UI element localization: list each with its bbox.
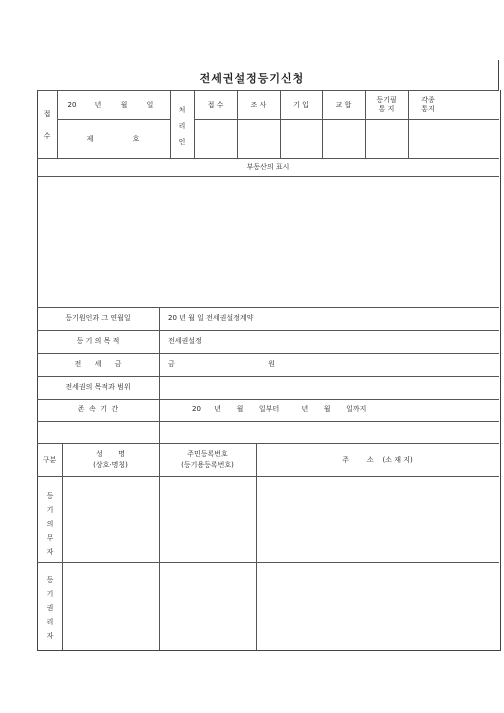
row-label-char: 자 xyxy=(46,632,54,640)
party-col-id: 주민등록번호 xyxy=(187,450,228,458)
receipt-divider xyxy=(57,119,170,120)
party-col-id-sub: (등기용등록번호) xyxy=(181,461,234,469)
field-label-deposit: 전 세 금 xyxy=(74,360,122,368)
field-divider-5 xyxy=(37,421,499,422)
field-label-purpose: 등 기 의 목 적 xyxy=(76,337,120,345)
processing-divider xyxy=(194,119,499,120)
party-row-creditor-label xyxy=(44,574,56,644)
field-value-deposit: 금 원 xyxy=(168,360,275,368)
row-label-char: 등 xyxy=(46,576,54,584)
party-col-divider-2 xyxy=(159,443,160,650)
col-header-registration-notice: 등기필 통 지 xyxy=(376,96,397,113)
property-area-bottom xyxy=(37,307,499,308)
header-top-border xyxy=(37,90,499,91)
col-header-check: 교 합 xyxy=(335,101,352,109)
processing-label xyxy=(176,104,188,152)
property-section-title: 부동산의 표시 xyxy=(246,163,290,171)
receipt-number-suffix: 호 xyxy=(132,135,140,143)
field-value-purpose: 전세권설정 xyxy=(168,337,202,345)
field-label-scope: 전세권의 목적과 범위 xyxy=(65,383,131,391)
receipt-month: 월 xyxy=(120,101,128,109)
party-col-name-sub: (상호·명칭) xyxy=(93,461,128,469)
field-label-divider xyxy=(159,307,160,421)
receipt-label-bottom: 수 xyxy=(43,132,51,140)
header-bottom-border xyxy=(37,158,499,159)
field-value-cause: 20 년 월 일 전세권설정계약 xyxy=(168,314,254,322)
processing-label-char: 인 xyxy=(178,138,186,146)
party-col-division: 구분 xyxy=(42,456,57,464)
col-header-investigation: 조 사 xyxy=(250,101,267,109)
col-header-receipt: 접 수 xyxy=(207,101,224,109)
party-col-divider-3 xyxy=(256,443,257,650)
field-label-duration: 존 속 기 간 xyxy=(77,405,119,413)
row-label-char: 등 xyxy=(46,492,54,500)
party-row-obligor-label xyxy=(44,490,56,560)
field-value-duration: 20 년 월 일부터 년 월 일까지 xyxy=(192,405,367,413)
receipt-year: 20 xyxy=(67,101,77,109)
row-label-char: 자 xyxy=(46,548,54,556)
receipt-right-divider xyxy=(170,90,171,158)
field-divider-2 xyxy=(37,353,499,354)
row-label-char: 리 xyxy=(46,618,54,626)
party-col-address: 주 소 (소 재 지) xyxy=(342,456,413,464)
margin-line xyxy=(498,60,499,90)
party-row-divider xyxy=(37,562,499,563)
row-label-char: 권 xyxy=(46,604,54,612)
receipt-number-prefix: 제 xyxy=(86,135,94,143)
row-label-char: 기 xyxy=(46,506,54,514)
party-col-divider-1 xyxy=(62,443,63,650)
party-col-name: 성 명 xyxy=(95,450,126,458)
row-label-char: 무 xyxy=(46,534,54,542)
field-divider-3 xyxy=(37,376,499,377)
col-header-various-notice: 각종 통지 xyxy=(421,96,435,113)
receipt-year-unit: 년 xyxy=(94,101,102,109)
spacer-bottom xyxy=(37,443,499,444)
form-title: 전세권설정등기신청 xyxy=(199,72,305,85)
form-frame xyxy=(37,90,501,651)
col-header-entry: 기 입 xyxy=(293,101,309,109)
receipt-label-divider xyxy=(57,90,58,158)
spacer-divider xyxy=(159,421,160,443)
property-title-divider xyxy=(37,176,499,177)
row-label-char: 기 xyxy=(46,590,54,598)
field-divider-4 xyxy=(37,399,499,400)
processing-label-char: 리 xyxy=(178,122,186,130)
field-label-cause: 등기원인과 그 연월일 xyxy=(65,314,131,322)
processing-label-char: 처 xyxy=(178,106,186,114)
party-header-bottom xyxy=(37,476,499,477)
field-divider-1 xyxy=(37,330,499,331)
receipt-label-top: 접 xyxy=(43,110,51,118)
receipt-day: 일 xyxy=(146,101,154,109)
row-label-char: 의 xyxy=(46,520,54,528)
